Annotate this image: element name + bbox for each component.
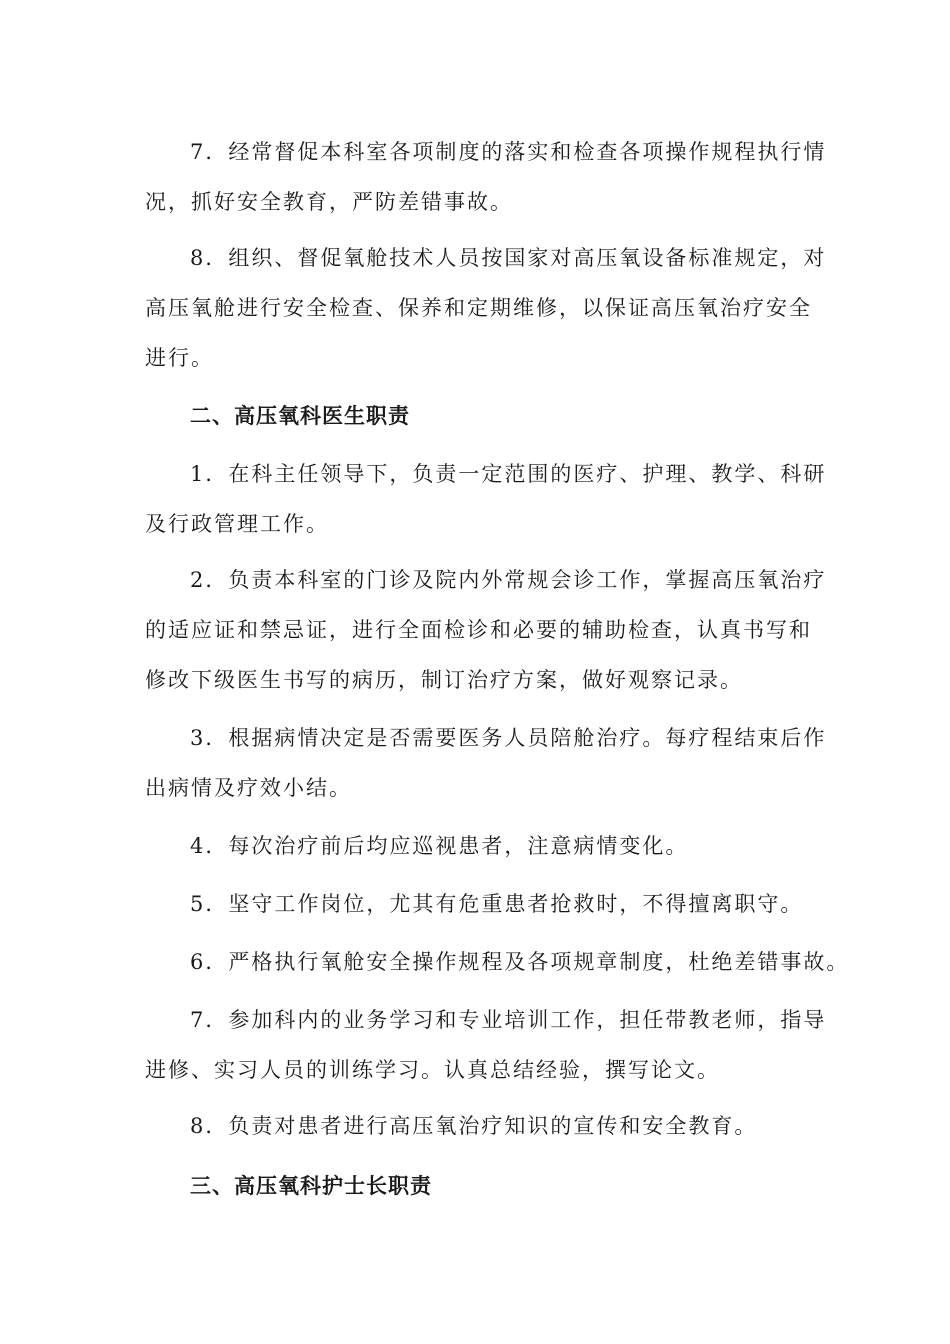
doctor-item-5: 5．坚守工作岗位，尤其有危重患者抢救时，不得擅离职守。 <box>190 892 804 916</box>
doctor-item-2-line-1: 2．负责本科室的门诊及院内外常规会诊工作，掌握高压氧治疗 <box>190 568 827 592</box>
doctor-item-6: 6．严格执行氧舱安全操作规程及各项规章制度，杜绝差错事故。 <box>190 950 850 974</box>
doctor-item-2-line-3: 修改下级医生书写的病历，制订治疗方案，做好观察记录。 <box>145 668 743 692</box>
doctor-item-1-line-1: 1．在科主任领导下，负责一定范围的医疗、护理、教学、科研 <box>190 462 827 486</box>
doctor-item-3-line-1: 3．根据病情决定是否需要医务人员陪舱治疗。每疗程结束后作 <box>190 726 827 750</box>
paragraph-7-line-2: 况，抓好安全教育，严防差错事故。 <box>145 190 513 214</box>
doctor-item-8: 8．负责对患者进行高压氧治疗知识的宣传和安全教育。 <box>190 1114 758 1138</box>
doctor-item-4: 4．每次治疗前后均应巡视患者，注意病情变化。 <box>190 834 689 858</box>
doctor-item-2-line-2: 的适应证和禁忌证，进行全面检诊和必要的辅助检查，认真书写和 <box>145 618 812 642</box>
section-heading-doctor: 二、高压氧科医生职责 <box>190 404 410 428</box>
doctor-item-7-line-2: 进修、实习人员的训练学习。认真总结经验，撰写论文。 <box>145 1058 720 1082</box>
section-heading-head-nurse: 三、高压氧科护士长职责 <box>190 1174 432 1198</box>
doctor-item-7-line-1: 7．参加科内的业务学习和专业培训工作，担任带教老师，指导 <box>190 1008 827 1032</box>
doctor-item-3-line-2: 出病情及疗效小结。 <box>145 776 352 800</box>
paragraph-8-line-2: 高压氧舱进行安全检查、保养和定期维修，以保证高压氧治疗安全 <box>145 296 812 320</box>
paragraph-7-line-1: 7．经常督促本科室各项制度的落实和检查各项操作规程执行情 <box>190 140 827 164</box>
doctor-item-1-line-2: 及行政管理工作。 <box>145 512 329 536</box>
paragraph-8-line-1: 8．组织、督促氧舱技术人员按国家对高压氧设备标准规定，对 <box>190 246 827 270</box>
paragraph-8-line-3: 进行。 <box>145 346 214 370</box>
